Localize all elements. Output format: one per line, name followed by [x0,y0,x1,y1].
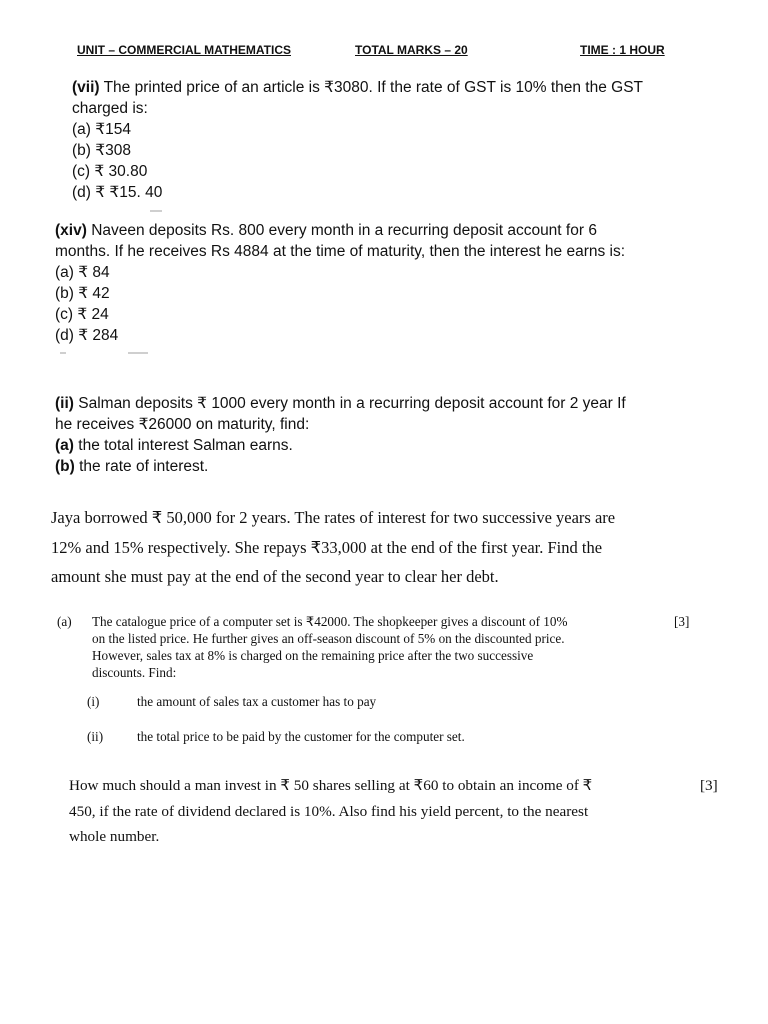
marks-badge: [3] [700,777,718,794]
question-text: The printed price of an article is ₹3080. If the rate of GST is 10% then the GST [103,79,644,96]
scan-smudge [128,352,148,354]
question-ii [55,393,626,477]
option-b: (b) ₹308 [72,142,131,159]
question-jaya-line2: 12% and 15% respectively. She repays ₹33,000 at the end of the first year. Find the [51,537,603,557]
option-d: (d) ₹ ₹15. 40 [72,184,163,201]
part-a-text: the total interest Salman earns. [78,437,293,454]
part-b [55,456,626,477]
question-computer [92,613,567,681]
question-xiv-stem-line2: months. If he receives Rs 4884 at the time of maturity, then the interest he earns is: [55,243,626,260]
question-number: (vii) [72,79,100,96]
option-a: (a) ₹ 84 [55,264,110,281]
question-computer-line4: discounts. Find: [92,665,177,680]
option-c: (c) ₹ 24 [55,306,109,323]
question-shares [69,773,592,850]
sub-i-text: the amount of sales tax a customer has to pay [137,694,377,709]
option-b: (b) ₹ 42 [55,285,110,302]
option-a: (a) ₹154 [72,121,131,138]
question-number: (xiv) [55,222,87,239]
marks-badge: [3] [674,614,690,629]
sub-i-label: (i) [87,694,100,709]
part-b-label: (b) [55,458,75,475]
question-text: Naveen deposits Rs. 800 every month in a recurring deposit account for 6 [91,222,597,239]
unit-title: UNIT – COMMERCIAL MATHEMATICS [77,43,291,57]
sub-ii-label: (ii) [87,729,104,744]
part-a-label: (a) [55,437,74,454]
total-marks: TOTAL MARKS – 20 [355,43,468,57]
scan-smudge [150,210,162,212]
question-jaya-line3: amount she must pay at the end of the second year to clear her debt. [51,567,499,586]
question-vii [72,77,643,203]
part-a [55,435,626,456]
question-xiv [55,220,625,346]
question-vii-stem-line1 [72,77,643,98]
question-computer-label: (a) [57,614,72,629]
question-xiv-stem-line1 [55,220,625,241]
question-computer-line1: The catalogue price of a computer set is ₹42000. The shopkeeper gives a discount of 10% [92,614,568,629]
part-b-text: the rate of interest. [79,458,209,475]
scan-smudge [60,352,66,354]
question-ii-stem-line2: he receives ₹26000 on maturity, find: [55,416,310,433]
question-shares-line2: 450, if the rate of dividend declared is 10%. Also find his yield percent, to the nearest [69,802,589,820]
time-limit: TIME : 1 HOUR [580,43,665,57]
sub-ii-text: the total price to be paid by the customer for the computer set. [137,729,465,744]
option-c: (c) ₹ 30.80 [72,163,148,180]
question-vii-stem-line2: charged is: [72,100,148,117]
question-jaya [51,503,615,592]
question-computer-line2: on the listed price. He further gives an off-season discount of 5% on the discounted price. [92,631,565,646]
question-shares-line3: whole number. [69,828,160,845]
question-ii-stem-line1 [55,393,626,414]
question-computer-line3: However, sales tax at 8% is charged on the remaining price after the two successive [92,648,534,663]
question-shares-line1: How much should a man invest in ₹ 50 shares selling at ₹60 to obtain an income of ₹ [69,777,593,794]
option-d: (d) ₹ 284 [55,327,119,344]
question-text: Salman deposits ₹ 1000 every month in a recurring deposit account for 2 year If [78,395,626,412]
question-number: (ii) [55,395,74,412]
question-jaya-line1: Jaya borrowed ₹ 50,000 for 2 years. The rates of interest for two successive years are [51,508,616,527]
